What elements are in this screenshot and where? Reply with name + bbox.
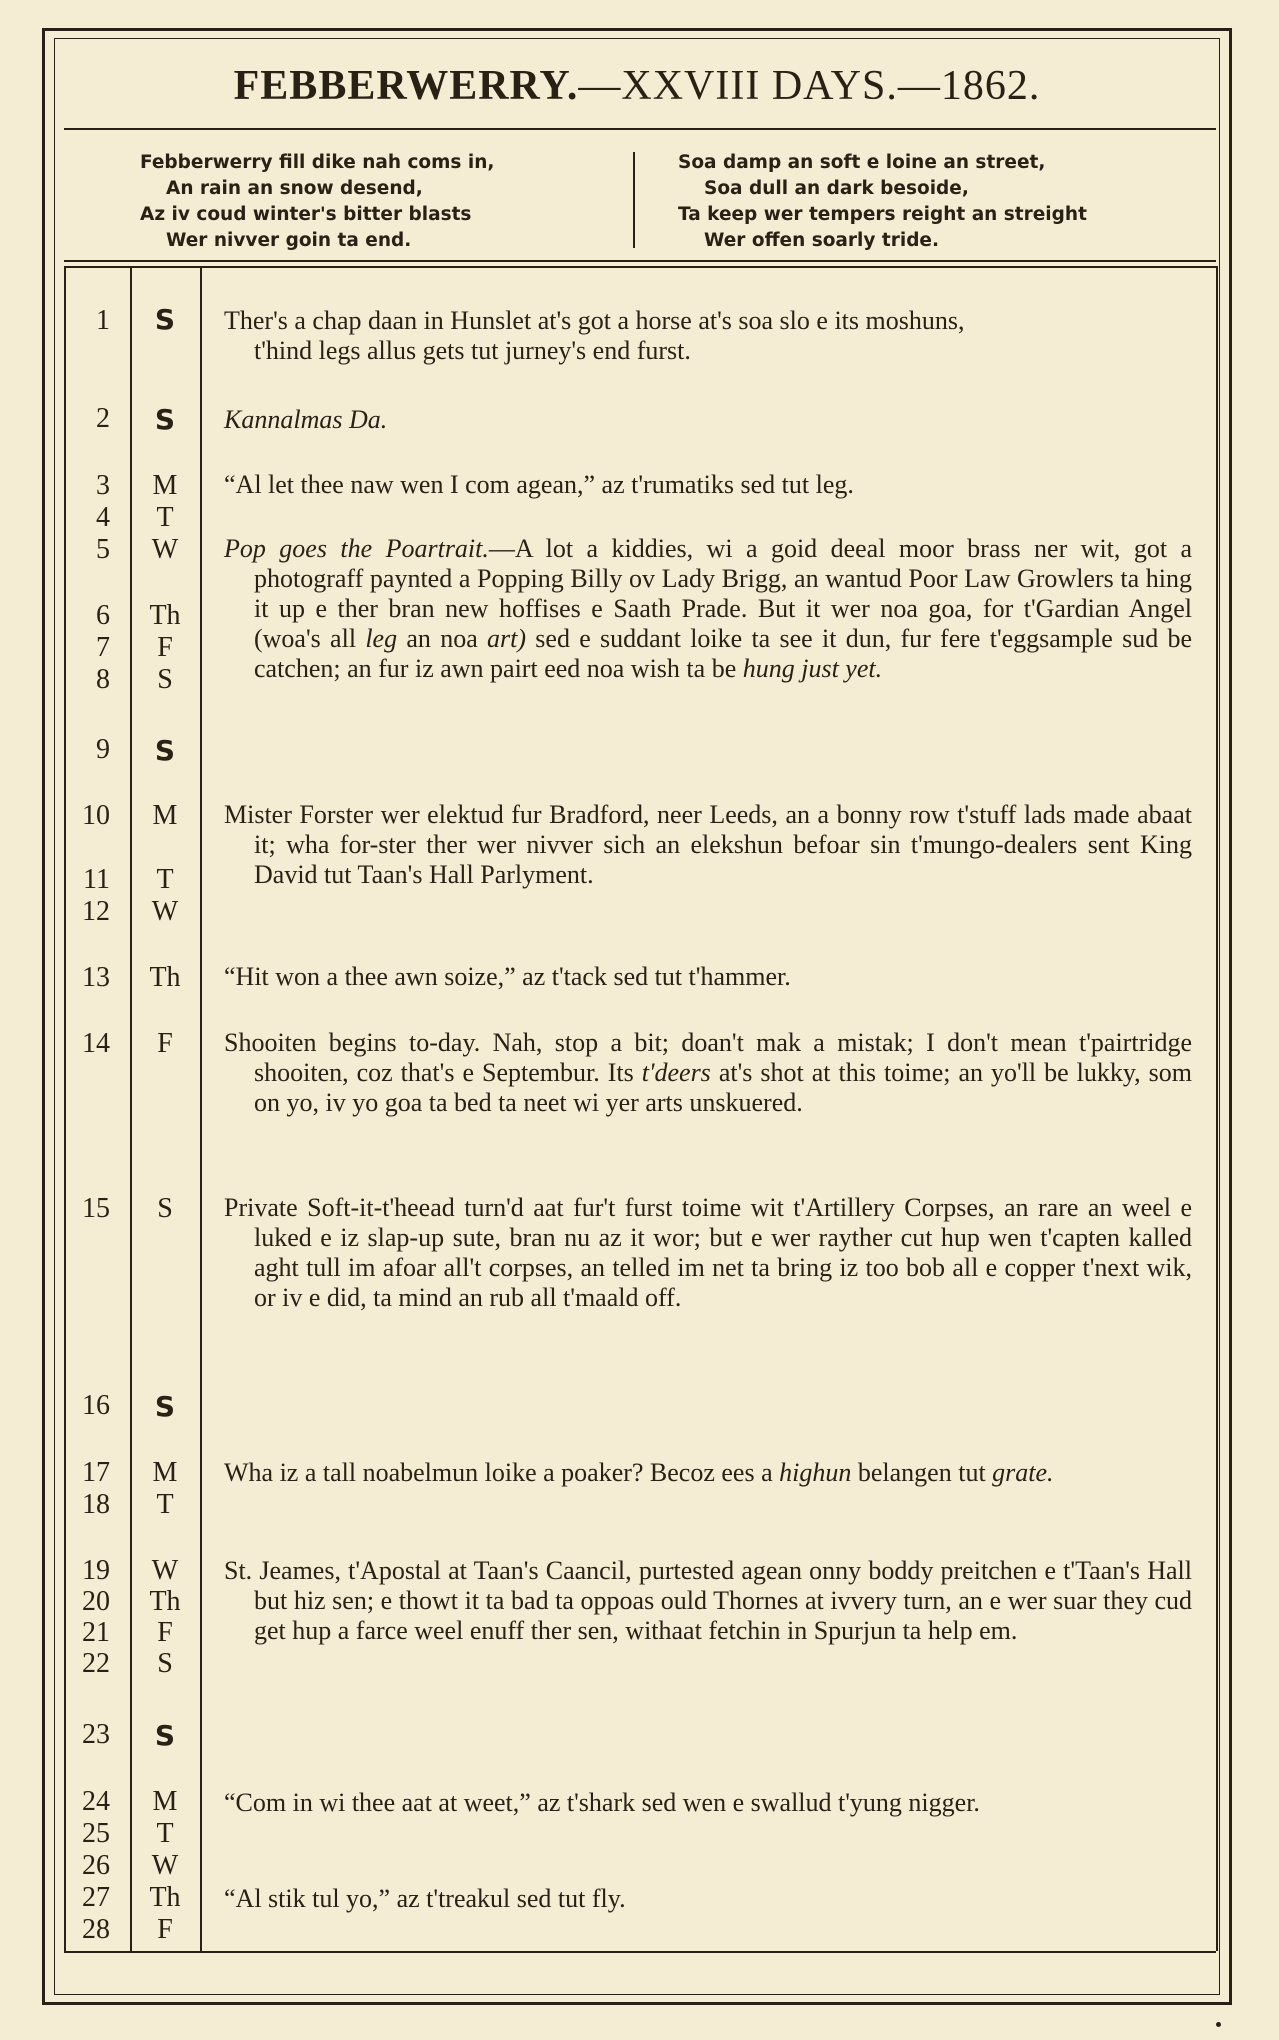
weekday-letter: F [157,632,173,663]
column-line-weekday [200,266,202,1951]
entry-text: Wha iz a tall noabelmun loike a poaker? Becoz ees a [224,1458,773,1487]
weekday-letter: Th [149,962,181,993]
day-number: 20 [82,1586,110,1617]
weekday-letter: S [154,1719,176,1752]
weekday-letter: W [151,1850,179,1881]
entry-italic: Kannalmas Da. [224,405,388,434]
entry-feb-14 [224,1028,1192,1118]
day-number: 16 [82,1390,110,1421]
entry-line: Ther's a chap daan in Hunslet at's got a horse at's soa slo e its moshuns, [224,306,965,335]
entry-text: “Hit won a thee awn soize,” az t'tack sed tut t'hammer. [224,962,791,991]
weekday-letter: S [154,303,176,336]
entry-text: —A lot a kiddies, wi a goid deeal moor brass ner wit, got a photograff paynted a Popping Billy ov Lady Brigg, an wantud Poor Law Growlers ta hing it up e ther bran new hoffises e Saath Prade. But it wer noa goa, for t'Gardian Angel (woa's all [254,534,1193,653]
entry-feb-5 [224,534,1192,684]
day-number: 14 [82,1028,110,1059]
day-number: 15 [82,1193,110,1224]
weekday-letter: M [152,1457,178,1488]
day-number: 24 [82,1786,110,1817]
entry-text: an noa [406,624,478,653]
ink-dot [1216,2022,1221,2027]
column-line-right [1216,266,1218,1951]
title-rule [64,128,1216,130]
entry-text: St. Jeames, t'Apostal at Taan's Caancil, purtested agean onny boddy preitchen e t'Taan's Hall but hiz sen; e thowt it ta bad ta oppoas ould Thornes at ivvery turn, an e wer suar they cud get hup a farce weel enuff ther sen, withaat fetchin in Spurjun ta help em. [224,1556,1192,1645]
entry-feb-19 [224,1556,1192,1646]
poem-left-stanza [140,150,494,254]
day-number: 4 [96,502,110,533]
day-number: 6 [96,600,110,631]
entry-line: t'hind legs allus gets tut jurney's end furst. [254,336,691,365]
weekday-letter: F [157,1028,173,1059]
weekday-letter: W [151,1555,179,1586]
poem-divider [633,152,635,248]
weekday-letter: S [157,664,173,695]
entry-feb-13 [224,962,1192,992]
entry-text: belangen tut [857,1458,986,1487]
poem-line: Soa damp an soft e loine an street, [678,152,1046,173]
poem-line: Soa dull an dark besoide, [704,178,969,199]
weekday-letter: S [154,734,176,767]
day-number: 7 [96,632,110,663]
weekday-letter: T [156,864,174,895]
poem-line: An rain an snow desend, [166,178,423,199]
entry-feb-3 [224,470,1192,500]
entry-italic: leg [365,624,398,653]
entry-text: “Com in wi thee aat at weet,” az t'shark sed wen e swallud t'yung nigger. [224,1788,980,1817]
day-number: 13 [82,962,110,993]
day-number: 9 [96,734,110,765]
calendar-top-rule-2 [64,266,1216,268]
day-number: 21 [82,1617,110,1648]
entry-italic: t'deers [641,1058,711,1087]
day-number: 10 [82,800,110,831]
weekday-letter: S [154,403,176,436]
weekday-letter: Th [149,1586,181,1617]
weekday-letter: Th [149,1882,181,1913]
weekday-letter: W [151,896,179,927]
weekday-letter: Th [149,600,181,631]
calendar-bottom-rule [64,1951,1216,1953]
weekday-letter: M [152,470,178,501]
day-number: 25 [82,1818,110,1849]
day-number: 27 [82,1882,110,1913]
weekday-letter: W [151,534,179,565]
entry-italic: hung just yet. [742,654,883,683]
page-title [54,62,1220,110]
entry-italic: Pop goes the Poartrait. [224,534,489,563]
weekday-letter: T [156,502,174,533]
entry-text: sed e suddant loike ta see it dun, fur fere t'eggsample sud be catchen; an fur iz awn pairt eed noa wish ta be [254,624,1193,683]
weekday-letter: S [154,1390,176,1423]
entry-feb-24 [224,1788,1192,1818]
poem-line: Wer offen soarly tride. [704,230,940,251]
poem-line: Ta keep wer tempers reight an streight [678,204,1087,225]
day-number: 11 [83,864,110,895]
title-rest: —XXVIII DAYS.—1862. [578,63,1041,109]
day-number: 8 [96,664,110,695]
weekday-letter: F [157,1617,173,1648]
day-number: 19 [82,1555,110,1586]
day-number: 5 [96,534,110,565]
day-number: 23 [82,1719,110,1750]
poem-right-stanza [678,150,1087,254]
day-number: 17 [82,1457,110,1488]
entry-italic: grate. [992,1458,1054,1487]
entry-text: Shooiten begins to-day. Nah, stop a bit; doan't mak a mistak; I don't mean t'pairtridge shooiten, coz that's e Septembur. Its [224,1028,1192,1087]
entry-feb-27 [224,1884,1192,1914]
weekday-letter: S [157,1193,173,1224]
entry-feb-1 [224,306,1192,366]
entry-italic: highun [779,1458,852,1487]
weekday-letter: M [152,1786,178,1817]
weekday-letter: T [156,1818,174,1849]
entry-text: Mister Forster wer elektud fur Bradford, neer Leeds, an a bonny row t'stuff lads made abaat it; wha for-ster ther wer nivver sich an elekshun befoar sin t'mungo-dealers sent King David tut Taan's Hall Parlyment. [224,800,1192,889]
entry-feb-17 [224,1458,1192,1488]
entry-feb-10 [224,800,1192,890]
poem-line: Wer nivver goin ta end. [166,230,412,251]
entry-text: Private Soft-it-t'heead turn'd aat fur't furst toime wit t'Artillery Corpses, an rare an weel e luked e iz slap-up sute, bran nu az it wor; but e wer rayther cut hup wen t'capten kalled aght tull im afoar all't corpses, an telled im net ta bring iz too bob all e copper t'next wik, or iv e did, ta mind an rub all t'maald off. [224,1193,1192,1312]
weekday-letter: M [152,800,178,831]
weekday-letter: T [156,1489,174,1520]
day-number: 18 [82,1489,110,1520]
entry-feb-2 [224,405,1192,435]
weekday-letter: F [157,1914,173,1945]
day-number: 28 [82,1914,110,1945]
day-number: 2 [96,403,110,434]
entry-text: at's shot at this toime; an yo'll be lukky, som on yo, iv yo goa ta bed ta neet wi yer arts unskuered. [254,1058,1193,1117]
weekday-letter: S [157,1648,173,1679]
calendar-top-rule [64,260,1216,262]
entry-text: “Al stik tul yo,” az t'treakul sed tut fly. [224,1884,626,1913]
day-number: 12 [82,896,110,927]
poem-line: Az iv coud winter's bitter blasts [140,204,472,225]
day-number: 1 [96,305,110,336]
entry-feb-15 [224,1193,1192,1313]
poem-line: Febberwerry fill dike nah coms in, [140,152,495,173]
title-month: FEBBERWERRY. [233,63,579,109]
entry-italic: art) [487,624,527,653]
entry-text: “Al let thee naw wen I com agean,” az t'rumatiks sed tut leg. [224,470,854,499]
day-number: 26 [82,1850,110,1881]
day-number: 22 [82,1648,110,1679]
day-number: 3 [96,470,110,501]
